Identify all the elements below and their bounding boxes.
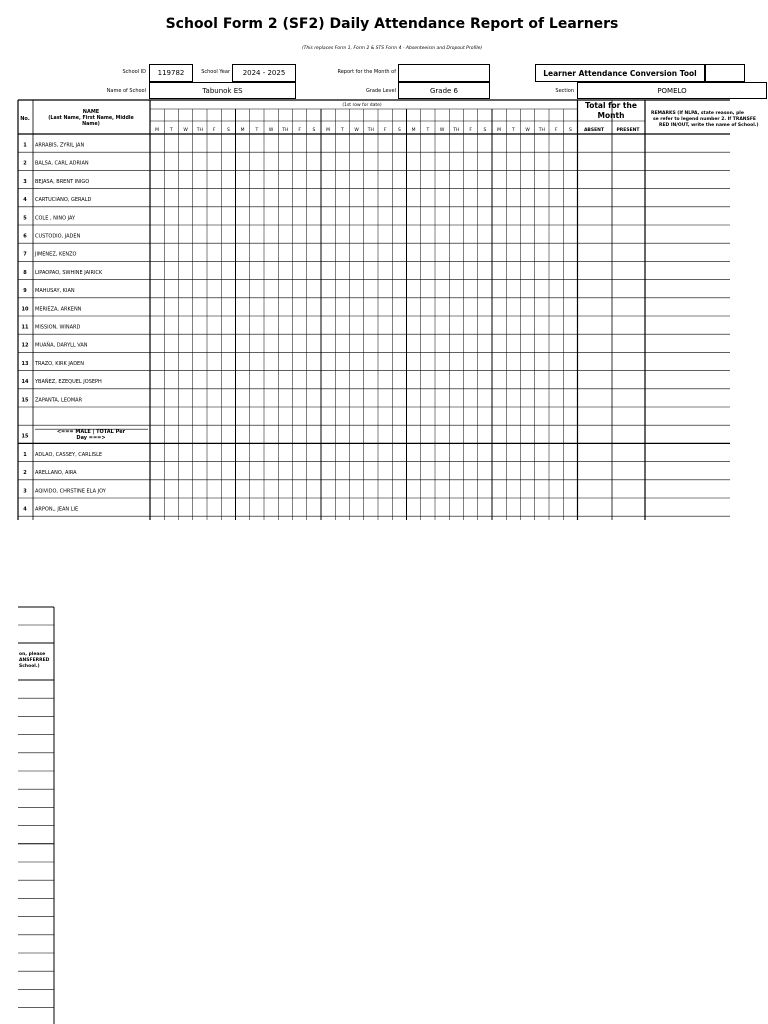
learner-no: 3 bbox=[23, 178, 27, 185]
school-name-label: Name of School bbox=[106, 88, 146, 94]
report-month-label: Report for the Month of bbox=[337, 69, 396, 75]
learner-no: 7 bbox=[23, 251, 27, 258]
date-row-label: (1st row for date) bbox=[342, 103, 382, 108]
day-label-t: T bbox=[170, 128, 173, 133]
learner-name: AQIVIDO, CHRSTINE ELA JOY bbox=[35, 488, 106, 495]
learner-no: 8 bbox=[23, 269, 27, 276]
learner-no: 12 bbox=[21, 342, 29, 349]
form-subtitle: (This replaces Form 1, Form 2 & STS Form 4 - Absenteeism and Dropout Profile) bbox=[301, 46, 483, 51]
male-total-label-line1: <=== MALE | TOTAL Per bbox=[56, 429, 126, 436]
learner-name: CARTUCIANO, GERALD bbox=[35, 197, 92, 204]
day-label-t: T bbox=[512, 128, 515, 133]
learner-name: BALSA, CARL ADRIAN bbox=[35, 160, 89, 167]
learner-no: 4 bbox=[23, 197, 27, 204]
learner-no: 13 bbox=[21, 360, 29, 367]
learner-no: 10 bbox=[21, 306, 29, 313]
learner-name: JIMENEZ, KENZO bbox=[35, 251, 77, 258]
school-id-field[interactable]: 119782 bbox=[149, 64, 193, 82]
no-header: No. bbox=[20, 116, 30, 122]
grade-level-field[interactable]: Grade 6 bbox=[398, 82, 490, 99]
learner-name: MUAÑA, DARYLL VAN bbox=[35, 342, 88, 349]
total-header-line1: Total for the bbox=[585, 101, 637, 110]
day-label-m: M bbox=[497, 128, 502, 133]
day-label-w: W bbox=[183, 128, 188, 133]
day-label-s: S bbox=[483, 128, 487, 133]
day-label-s: S bbox=[312, 128, 316, 133]
day-label-m: M bbox=[326, 128, 331, 133]
day-label-t: T bbox=[255, 128, 259, 133]
day-label-th: TH bbox=[196, 128, 203, 133]
day-label-s: S bbox=[226, 128, 230, 133]
day-label-th: TH bbox=[367, 128, 374, 133]
name-subheader-line1: (Last Name, First Name, Middle bbox=[48, 116, 134, 121]
remarks-header-line2: se refer to legend number 2. If TRANSFE bbox=[653, 117, 756, 122]
school-year-label: School Year bbox=[201, 69, 230, 75]
school-id-label: School ID bbox=[122, 69, 146, 75]
overflow-remarks-fragment: on, please ANSFERRED School.) bbox=[19, 652, 50, 669]
learner-name: MISSION, WINARD bbox=[35, 324, 81, 331]
learner-no: 15 bbox=[21, 397, 29, 404]
learner-name: CUSTODIO, JADEN bbox=[35, 233, 81, 240]
day-label-w: W bbox=[525, 128, 530, 133]
day-label-w: W bbox=[439, 128, 445, 133]
learner-name: ARPON,, JEAN LIE bbox=[35, 506, 79, 513]
male-total-label-line2: Day ===> bbox=[76, 435, 106, 442]
total-header-line2: Month bbox=[597, 111, 625, 120]
learner-name: ADLAO, CASSEY, CARLISLE bbox=[35, 451, 103, 458]
learner-no: 5 bbox=[23, 215, 27, 222]
day-label-f: F bbox=[469, 128, 472, 133]
day-label-f: F bbox=[212, 128, 216, 133]
learner-name: MAHUSAY, KIAN bbox=[35, 288, 75, 295]
name-header: NAME bbox=[82, 109, 100, 115]
day-label-m: M bbox=[155, 128, 160, 133]
learner-name: COLE , NINO JAY bbox=[35, 215, 76, 222]
learner-no: 14 bbox=[21, 379, 29, 386]
school-year-field[interactable]: 2024 - 2025 bbox=[232, 64, 296, 82]
learner-name: MERIEZA, ARKENN bbox=[35, 306, 82, 313]
learner-name: BEJASA, BRENT INIGO bbox=[35, 178, 90, 185]
absent-header: ABSENT bbox=[583, 128, 605, 133]
male-total-no: 15 bbox=[21, 433, 29, 440]
learner-no: 4 bbox=[23, 506, 27, 513]
section-label: Section bbox=[555, 88, 574, 94]
learner-no: 9 bbox=[23, 288, 27, 295]
section-field[interactable]: POMELO bbox=[577, 82, 767, 99]
day-label-s: S bbox=[397, 128, 401, 133]
present-header: PRESENT bbox=[616, 128, 640, 133]
learner-no: 6 bbox=[23, 233, 27, 240]
learner-name: ZAPANTA, LEOMAR bbox=[35, 397, 83, 404]
day-label-t: T bbox=[426, 128, 430, 133]
learner-no: 2 bbox=[23, 160, 27, 167]
day-label-th: TH bbox=[538, 128, 545, 133]
learner-no: 3 bbox=[23, 488, 27, 495]
learner-name: ARRABIS, ZYRIL JAN bbox=[35, 142, 85, 149]
conversion-tool-button[interactable]: Learner Attendance Conversion Tool bbox=[535, 64, 705, 82]
day-label-f: F bbox=[383, 128, 387, 133]
learner-no: 1 bbox=[23, 451, 27, 458]
day-label-f: F bbox=[554, 128, 558, 133]
learner-name: TRAZO, KIRK JADEN bbox=[35, 360, 84, 367]
learner-name: LIPAOPAO, SWHINE JAIRICK bbox=[35, 269, 103, 276]
day-label-s: S bbox=[568, 128, 572, 133]
day-label-w: W bbox=[354, 128, 359, 133]
name-subheader-line2: Name) bbox=[82, 122, 100, 127]
learner-no: 11 bbox=[21, 324, 29, 331]
learner-no: 1 bbox=[23, 142, 27, 149]
day-label-th: TH bbox=[453, 128, 460, 133]
remarks-header-line3: RED IN/OUT, write the name of School.) bbox=[659, 123, 759, 128]
school-name-field[interactable]: Tabunok ES bbox=[149, 82, 296, 99]
grade-level-label: Grade Level bbox=[365, 88, 396, 94]
remarks-header-line1: REMARKS (If NLPA, state reason, ple bbox=[651, 111, 744, 116]
learner-name: ARELLANO, AIRA bbox=[35, 470, 77, 477]
form-title: School Form 2 (SF2) Daily Attendance Report of Learners bbox=[165, 16, 619, 32]
day-label-m: M bbox=[411, 128, 416, 133]
day-label-m: M bbox=[240, 128, 245, 133]
day-label-t: T bbox=[341, 128, 344, 133]
day-label-th: TH bbox=[282, 128, 289, 133]
learner-no: 2 bbox=[23, 470, 27, 477]
day-label-w: W bbox=[268, 128, 274, 133]
day-label-f: F bbox=[298, 128, 301, 133]
learner-name: YBAÑEZ, EZEQUEL JOSEPH bbox=[35, 379, 102, 386]
